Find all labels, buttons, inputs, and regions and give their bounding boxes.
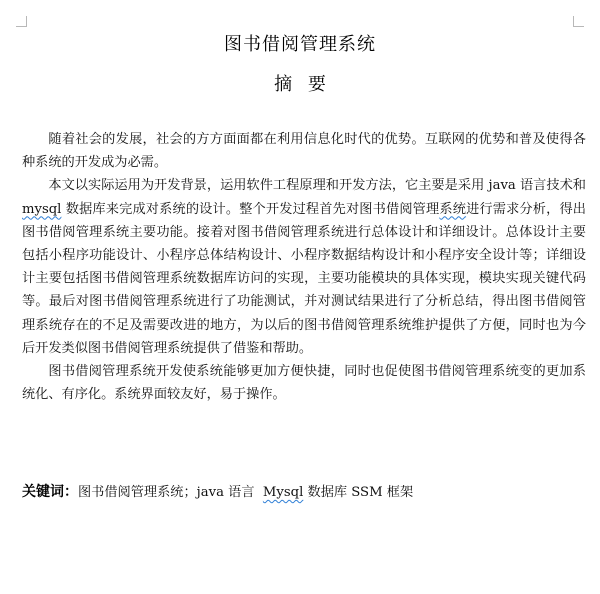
abstract-heading: 摘 要 — [274, 74, 326, 95]
keywords-line — [22, 481, 586, 504]
spellcheck-flagged-word[interactable]: 系统 — [439, 201, 467, 217]
spellcheck-flagged-word[interactable]: mysql — [22, 201, 62, 217]
keywords-label: 关键词： — [22, 484, 78, 500]
paragraph-text: 数据库来完成对系统的设计。整个开发过程首先对图书借阅管理 — [61, 201, 440, 217]
abstract-paragraph-1 — [22, 128, 586, 174]
keywords-text: 数据库 SSM 框架 — [303, 485, 414, 500]
paragraph-text: 进行需求分析，得出图书借阅管理系统主要功能。接着对图书借阅管理系统进行总体设计和详细设计。总体设计主要包括小程序功能设计、小程序总体结构设计、小程序数据结构设计和小程序安全设计等；详细设计主要包括图书借阅管理系统数据库访问的实现，主要功能模块的具体实现，模块实现关键代码等。最后对图书借阅管理系统进行了功能测试，并对测试结果进行了分析总结，得出图书借阅管理系统存在的不足及需要改进的地方，为以后的图书借阅管理系统维护提供了方便，同时也为今后开发类似图书借阅管理系统提供了借鉴和帮助。 — [22, 201, 586, 356]
document-title: 图书借阅管理系统 — [224, 34, 376, 55]
paragraph-text: 本文以实际运用为开发背景，运用软件工程原理和开发方法，它主要是采用 java 语言技术和 — [48, 178, 586, 194]
paragraph-text: 随着社会的发展，社会的方方面面都在利用信息化时代的优势。互联网的优势和普及使得各种系统的开发成为必需。 — [22, 132, 586, 171]
keywords-spacer — [255, 485, 263, 500]
spellcheck-flagged-word[interactable]: Mysql — [262, 485, 304, 500]
abstract-body — [22, 128, 586, 406]
abstract-paragraph-3 — [22, 360, 586, 406]
abstract-paragraph-2 — [22, 174, 586, 360]
page-corner-mark-top-left — [16, 16, 27, 27]
paragraph-text: 图书借阅管理系统开发使系统能够更加方便快捷，同时也促使图书借阅管理系统变的更加系统化、有序化。系统界面较友好，易于操作。 — [22, 364, 586, 403]
keywords-text: 图书借阅管理系统；java 语言 — [78, 485, 255, 500]
page-corner-mark-top-right — [573, 16, 584, 27]
